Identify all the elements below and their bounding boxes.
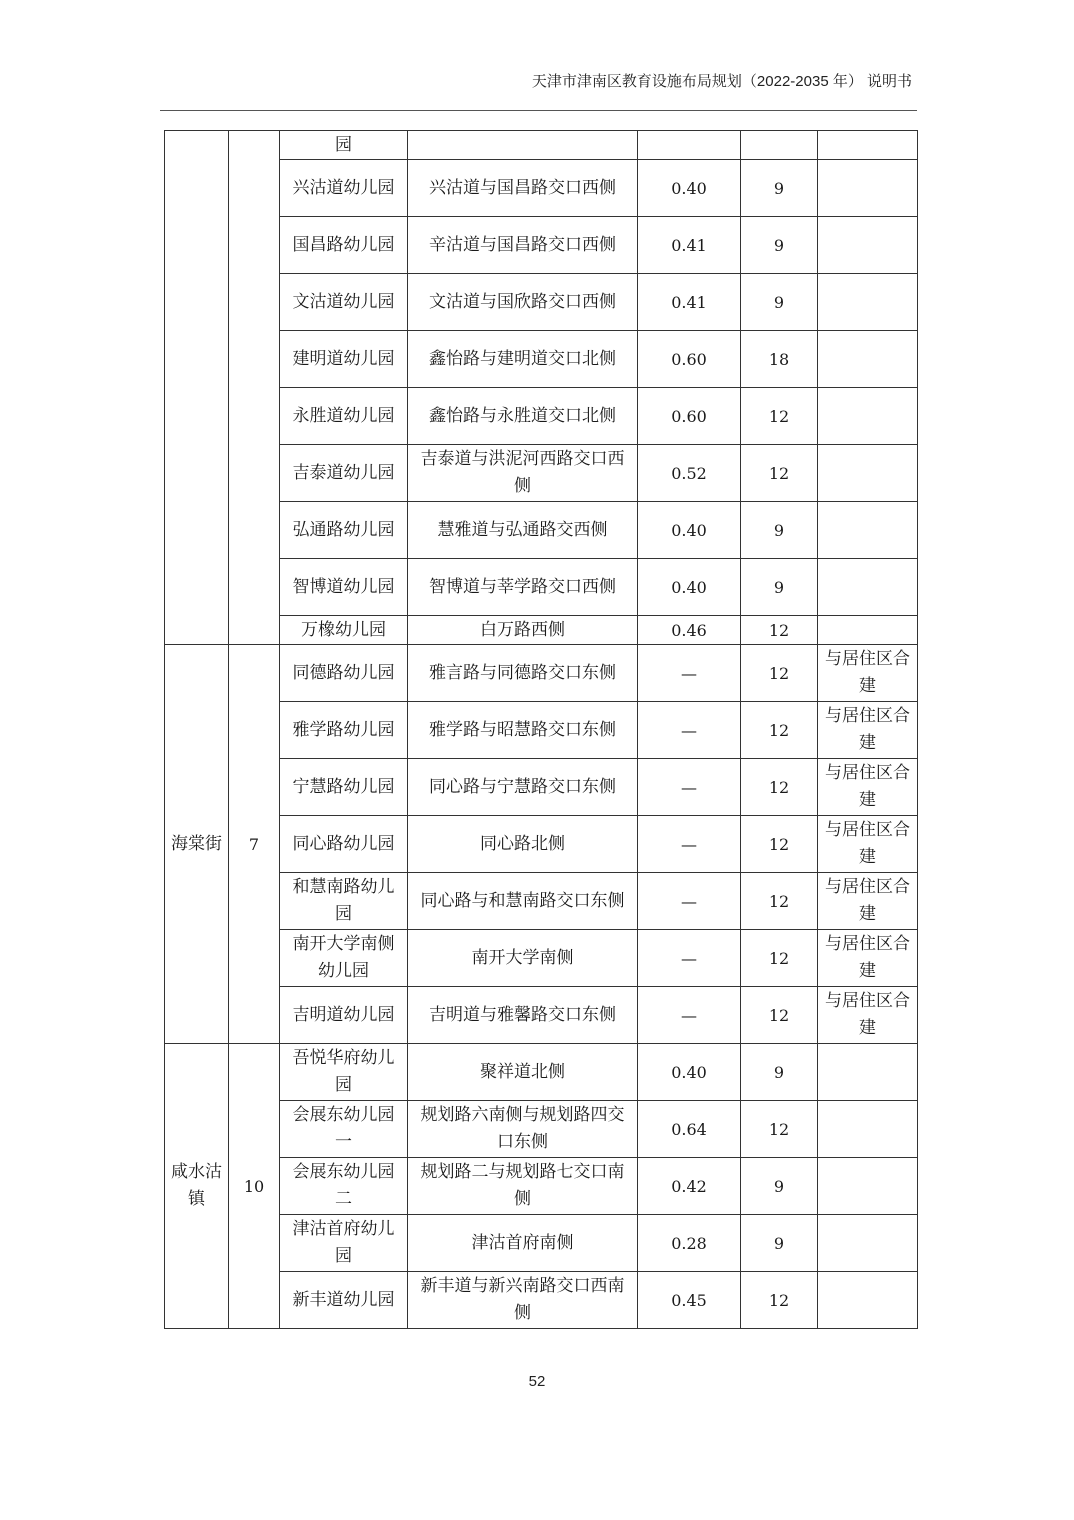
table-row: [165, 131, 918, 160]
area-cell: 0.42: [638, 1158, 741, 1215]
classes-cell: 12: [741, 1272, 818, 1329]
note-cell: 与居住区合建: [818, 645, 918, 702]
kindergarten-name: 吾悦华府幼儿园: [280, 1044, 408, 1101]
classes-cell: 9: [741, 160, 818, 217]
location-cell: 吉泰道与洪泥河西路交口西侧: [408, 445, 638, 502]
classes-cell: 12: [741, 616, 818, 645]
kindergarten-name: 南开大学南侧幼儿园: [280, 930, 408, 987]
kindergarten-name: 会展东幼儿园一: [280, 1101, 408, 1158]
area-cell: 0.40: [638, 559, 741, 616]
kindergarten-plan-table: [164, 130, 918, 1329]
location-cell: 文沽道与国欣路交口西侧: [408, 274, 638, 331]
note-cell: [818, 217, 918, 274]
classes-cell: 12: [741, 1101, 818, 1158]
location-cell: 辛沽道与国昌路交口西侧: [408, 217, 638, 274]
note-cell: 与居住区合建: [818, 816, 918, 873]
note-cell: 与居住区合建: [818, 702, 918, 759]
kindergarten-name: 同心路幼儿园: [280, 816, 408, 873]
kindergarten-name: 文沽道幼儿园: [280, 274, 408, 331]
location-cell: 津沽首府南侧: [408, 1215, 638, 1272]
area-cell: —: [638, 702, 741, 759]
note-cell: [818, 502, 918, 559]
classes-cell: 12: [741, 759, 818, 816]
note-cell: [818, 160, 918, 217]
area-cell: —: [638, 645, 741, 702]
table-row: [165, 645, 918, 702]
classes-cell: 12: [741, 702, 818, 759]
classes-cell: [741, 131, 818, 160]
note-cell: [818, 559, 918, 616]
kindergarten-name: 国昌路幼儿园: [280, 217, 408, 274]
classes-cell: 9: [741, 1044, 818, 1101]
classes-cell: 12: [741, 645, 818, 702]
note-cell: [818, 1272, 918, 1329]
area-cell: 0.46: [638, 616, 741, 645]
area-cell: —: [638, 873, 741, 930]
note-cell: 与居住区合建: [818, 759, 918, 816]
location-cell: 白万路西侧: [408, 616, 638, 645]
note-cell: 与居住区合建: [818, 987, 918, 1044]
kindergarten-name: 智博道幼儿园: [280, 559, 408, 616]
kindergarten-name: 会展东幼儿园二: [280, 1158, 408, 1215]
classes-cell: 9: [741, 274, 818, 331]
note-cell: [818, 616, 918, 645]
district-cell: 咸水沽镇: [165, 1044, 229, 1329]
classes-cell: 12: [741, 873, 818, 930]
location-cell: 同心路与和慧南路交口东侧: [408, 873, 638, 930]
location-cell: [408, 131, 638, 160]
note-cell: [818, 131, 918, 160]
document-header: 天津市津南区教育设施布局规划（2022-2035 年） 说明书: [531, 73, 912, 90]
location-cell: 智博道与莘学路交口西侧: [408, 559, 638, 616]
table-row: [165, 1044, 918, 1101]
kindergarten-name: 园: [280, 131, 408, 160]
location-cell: 鑫怡路与建明道交口北侧: [408, 331, 638, 388]
location-cell: 南开大学南侧: [408, 930, 638, 987]
location-cell: 吉明道与雅馨路交口东侧: [408, 987, 638, 1044]
area-cell: 0.41: [638, 274, 741, 331]
location-cell: 新丰道与新兴南路交口西南侧: [408, 1272, 638, 1329]
kindergarten-name: 同德路幼儿园: [280, 645, 408, 702]
note-cell: [818, 388, 918, 445]
note-cell: [818, 1158, 918, 1215]
district-cell: 海棠街: [165, 645, 229, 1044]
area-cell: 0.40: [638, 502, 741, 559]
note-cell: 与居住区合建: [818, 930, 918, 987]
header-divider: [160, 110, 917, 111]
area-cell: —: [638, 987, 741, 1044]
note-cell: [818, 1044, 918, 1101]
location-cell: 雅学路与昭慧路交口东侧: [408, 702, 638, 759]
kindergarten-name: 永胜道幼儿园: [280, 388, 408, 445]
area-cell: 0.60: [638, 331, 741, 388]
kindergarten-name: 弘通路幼儿园: [280, 502, 408, 559]
area-cell: 0.40: [638, 160, 741, 217]
classes-cell: 12: [741, 388, 818, 445]
location-cell: 同心路北侧: [408, 816, 638, 873]
classes-cell: 12: [741, 816, 818, 873]
district-cell: [165, 131, 229, 645]
count-cell: 10: [229, 1044, 280, 1329]
kindergarten-name: 津沽首府幼儿园: [280, 1215, 408, 1272]
kindergarten-name: 和慧南路幼儿园: [280, 873, 408, 930]
classes-cell: 9: [741, 559, 818, 616]
classes-cell: 12: [741, 987, 818, 1044]
area-cell: 0.45: [638, 1272, 741, 1329]
classes-cell: 12: [741, 930, 818, 987]
location-cell: 同心路与宁慧路交口东侧: [408, 759, 638, 816]
kindergarten-name: 新丰道幼儿园: [280, 1272, 408, 1329]
area-cell: [638, 131, 741, 160]
location-cell: 雅言路与同德路交口东侧: [408, 645, 638, 702]
kindergarten-name: 雅学路幼儿园: [280, 702, 408, 759]
kindergarten-name: 建明道幼儿园: [280, 331, 408, 388]
note-cell: [818, 331, 918, 388]
kindergarten-name: 万橡幼儿园: [280, 616, 408, 645]
area-cell: 0.28: [638, 1215, 741, 1272]
classes-cell: 9: [741, 1158, 818, 1215]
classes-cell: 9: [741, 502, 818, 559]
note-cell: 与居住区合建: [818, 873, 918, 930]
area-cell: 0.40: [638, 1044, 741, 1101]
count-cell: [229, 131, 280, 645]
classes-cell: 9: [741, 1215, 818, 1272]
note-cell: [818, 1215, 918, 1272]
location-cell: 鑫怡路与永胜道交口北侧: [408, 388, 638, 445]
count-cell: 7: [229, 645, 280, 1044]
location-cell: 慧雅道与弘通路交西侧: [408, 502, 638, 559]
classes-cell: 12: [741, 445, 818, 502]
location-cell: 规划路六南侧与规划路四交口东侧: [408, 1101, 638, 1158]
area-cell: —: [638, 759, 741, 816]
area-cell: 0.60: [638, 388, 741, 445]
note-cell: [818, 445, 918, 502]
area-cell: 0.52: [638, 445, 741, 502]
note-cell: [818, 274, 918, 331]
location-cell: 规划路二与规划路七交口南侧: [408, 1158, 638, 1215]
kindergarten-name: 兴沽道幼儿园: [280, 160, 408, 217]
area-cell: 0.41: [638, 217, 741, 274]
area-cell: 0.64: [638, 1101, 741, 1158]
kindergarten-name: 吉泰道幼儿园: [280, 445, 408, 502]
classes-cell: 9: [741, 217, 818, 274]
location-cell: 兴沽道与国昌路交口西侧: [408, 160, 638, 217]
page-number: 52: [528, 1373, 546, 1390]
area-cell: —: [638, 930, 741, 987]
note-cell: [818, 1101, 918, 1158]
kindergarten-name: 吉明道幼儿园: [280, 987, 408, 1044]
area-cell: —: [638, 816, 741, 873]
classes-cell: 18: [741, 331, 818, 388]
kindergarten-name: 宁慧路幼儿园: [280, 759, 408, 816]
location-cell: 聚祥道北侧: [408, 1044, 638, 1101]
